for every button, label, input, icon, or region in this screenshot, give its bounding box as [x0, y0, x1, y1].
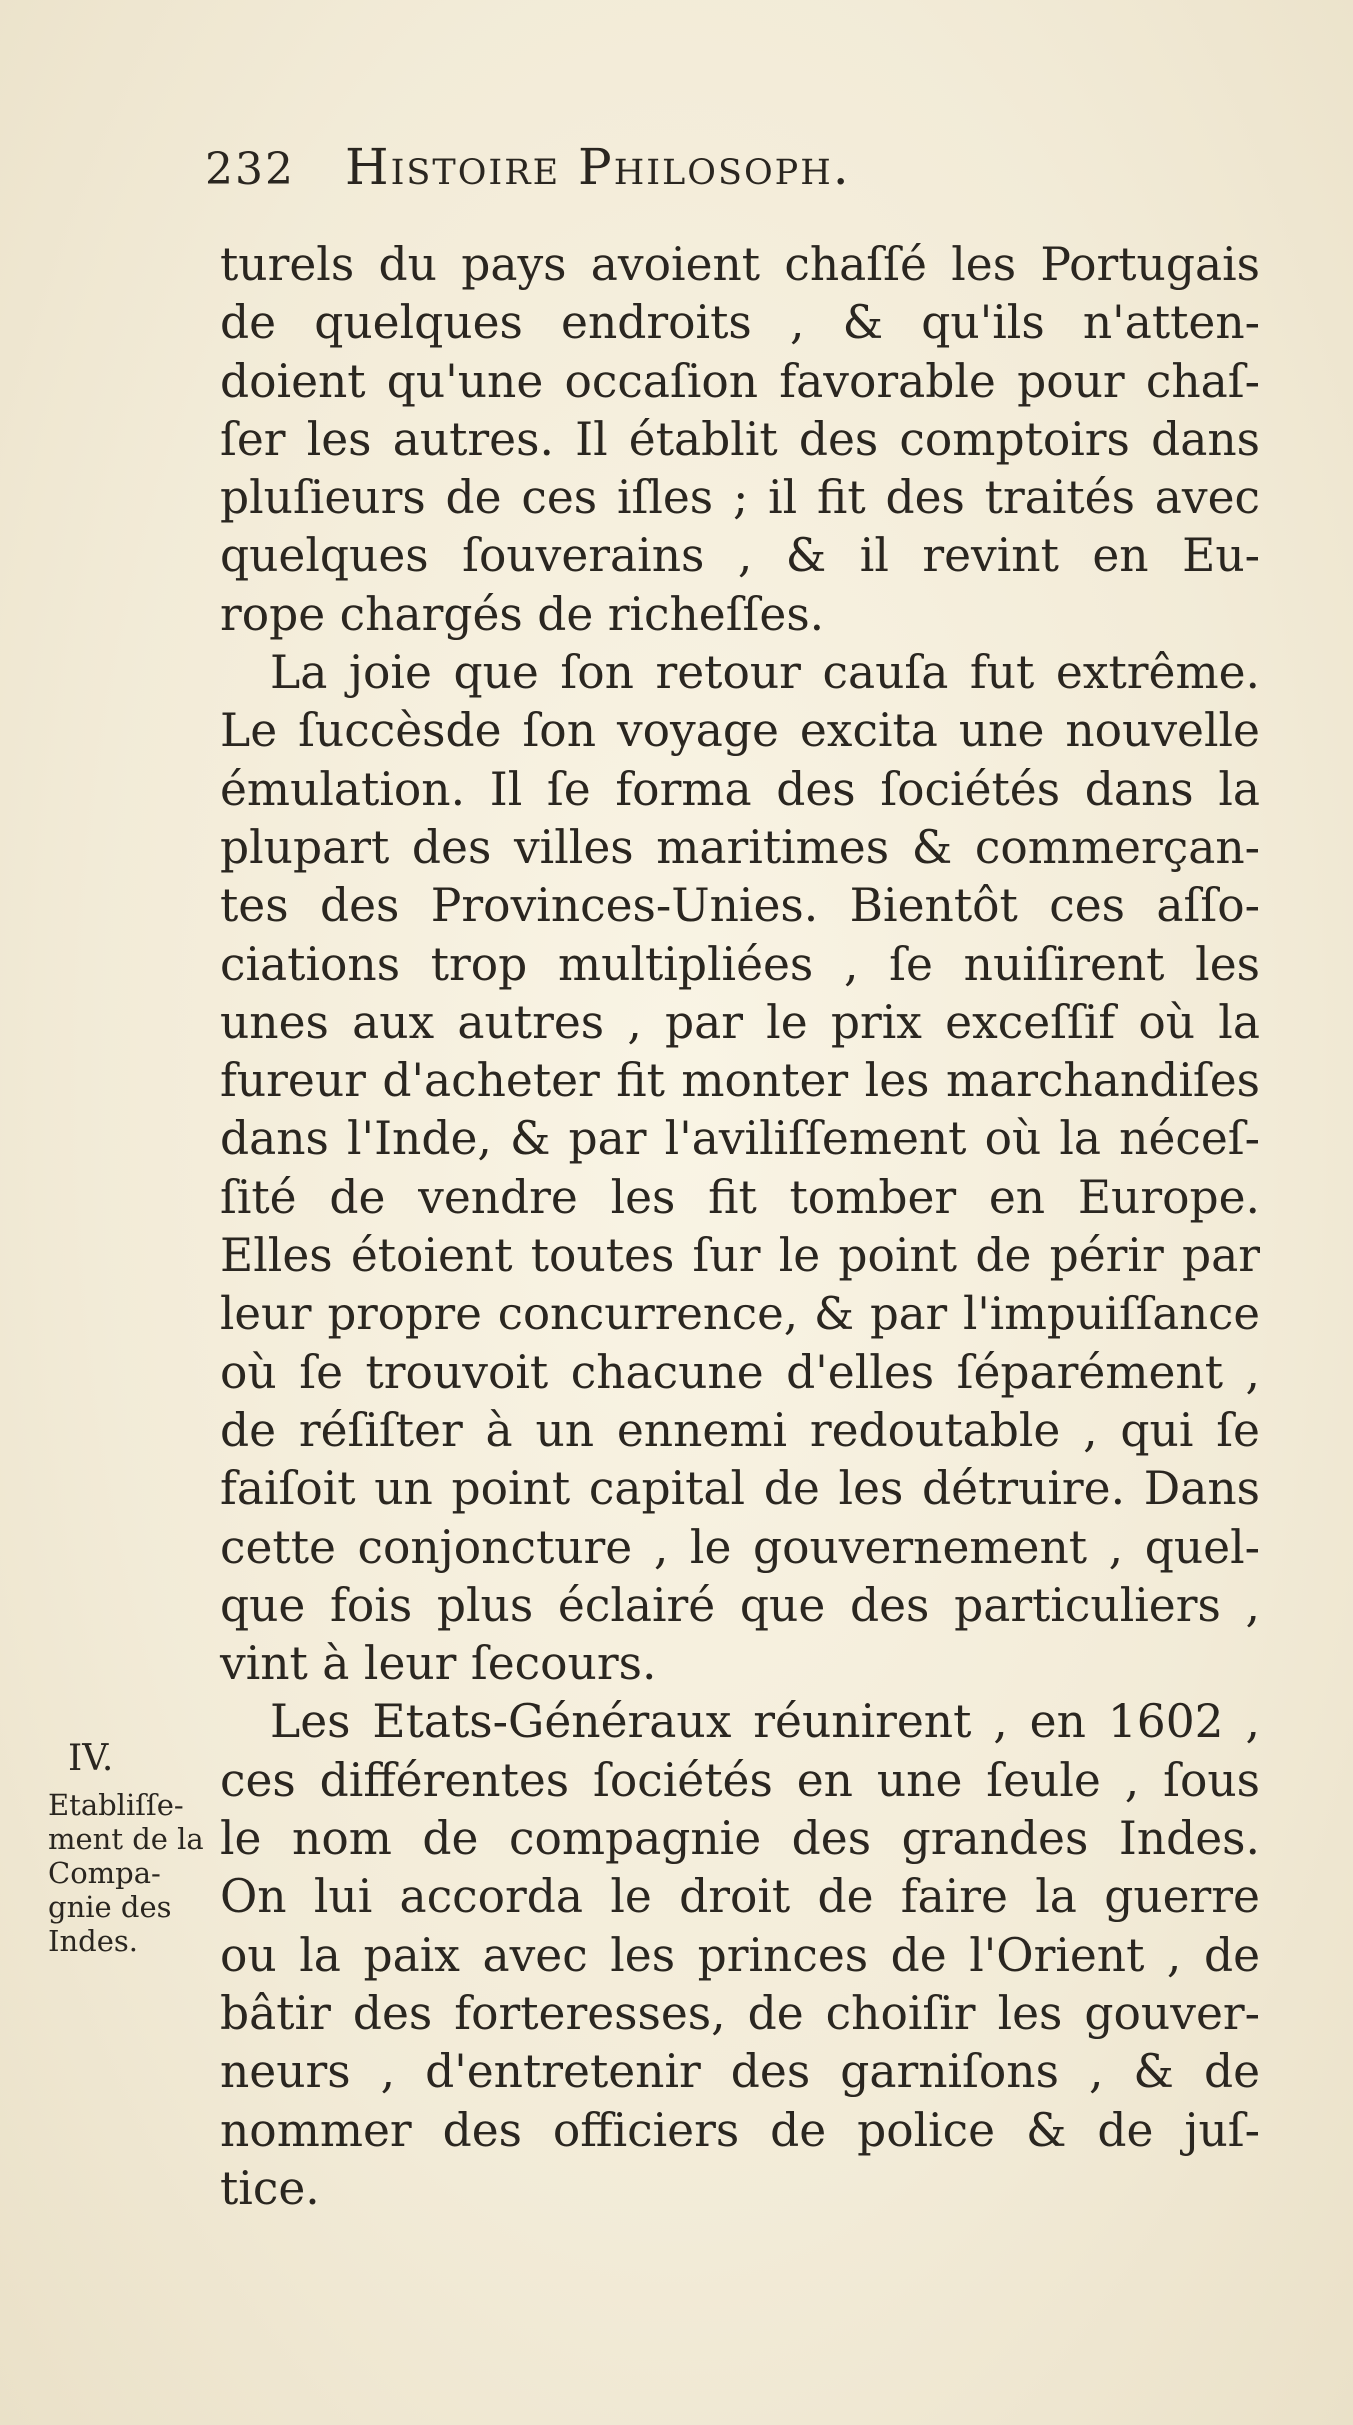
text-line: émulation. Il ſe forma des ſociétés dans la — [220, 762, 1260, 816]
text-line: de réſiſter à un ennemi redoutable , qui ſe — [220, 1403, 1260, 1457]
text-line: ces différentes ſociétés en une ſeule , ſous — [220, 1753, 1260, 1807]
text-line: tice. — [220, 2161, 320, 2215]
text-line: Les Etats-Généraux réunirent , en 1602 , — [270, 1695, 1260, 1749]
text-line: que fois plus éclairé que des particuliers , — [220, 1578, 1260, 1632]
text-line: Le ſuccèsde ſon voyage excita une nouvelle — [220, 704, 1260, 758]
margin-note-line: Etabliſſe- — [48, 1788, 184, 1822]
margin-note-line: ment de la — [48, 1822, 204, 1856]
margin-note-line: Compa- — [48, 1856, 161, 1890]
text-line: turels du pays avoient chaſſé les Portugais — [220, 238, 1260, 291]
margin-note-line: Indes. — [48, 1924, 138, 1958]
text-line: quelques ſouverains , & il revint en Eu- — [220, 529, 1260, 583]
text-line: fureur d'acheter fit monter les marchandiſes — [220, 1054, 1260, 1108]
text-line: de quelques endroits , & qu'ils n'atten- — [220, 296, 1260, 350]
running-title: Histoire Philosoph. — [344, 138, 851, 196]
text-line: unes aux autres , par le prix exceſſif où la — [220, 995, 1260, 1049]
text-line: le nom de compagnie des grandes Indes. — [220, 1812, 1260, 1866]
text-line: nommer des officiers de police & de juſ- — [220, 2103, 1260, 2157]
text-line: pluſieurs de ces iſles ; il fit des traités avec — [220, 471, 1260, 525]
section-number: IV. — [68, 1738, 114, 1779]
text-line: On lui accorda le droit de faire la guerre — [220, 1870, 1260, 1924]
text-line: rope chargés de richeſſes. — [220, 587, 825, 641]
text-line: doient qu'une occaſion favorable pour chaſ- — [220, 354, 1260, 408]
text-line: bâtir des forteresses, de choiſir les gouver- — [220, 1986, 1260, 2040]
text-line: neurs , d'entretenir des garniſons , & de — [220, 2045, 1260, 2099]
text-line: ſer les autres. Il établit des comptoirs dans — [220, 412, 1260, 466]
text-line: vint à leur ſecours. — [220, 1637, 657, 1691]
body-text — [220, 236, 1260, 2218]
text-line: où ſe trouvoit chacune d'elles ſéparément , — [220, 1345, 1260, 1399]
page-number: 232 — [205, 144, 295, 195]
text-line: plupart des villes maritimes & commerçan- — [220, 820, 1260, 874]
text-line: cette conjoncture , le gouvernement , quel- — [220, 1520, 1260, 1574]
text-line: ſité de vendre les fit tomber en Europe. — [220, 1170, 1260, 1224]
margin-note-line: gnie des — [48, 1890, 172, 1924]
text-line: La joie que ſon retour cauſa fut extrême. — [270, 646, 1260, 700]
text-line: dans l'Inde, & par l'aviliſſement où la néceſ- — [220, 1112, 1260, 1166]
margin-note — [48, 1730, 218, 1958]
text-line: faiſoit un point capital de les détruire. Dans — [220, 1462, 1260, 1516]
text-line: leur propre concurrence, & par l'impuiſſance — [220, 1287, 1260, 1341]
text-line: tes des Provinces-Unies. Bientôt ces aſſo- — [220, 879, 1260, 933]
text-line: ciations trop multipliées , ſe nuiſirent les — [220, 937, 1260, 991]
text-line: ou la paix avec les princes de l'Orient , de — [220, 1928, 1260, 1982]
text-line: Elles étoient toutes ſur le point de périr par — [220, 1229, 1260, 1283]
running-header — [205, 138, 851, 196]
